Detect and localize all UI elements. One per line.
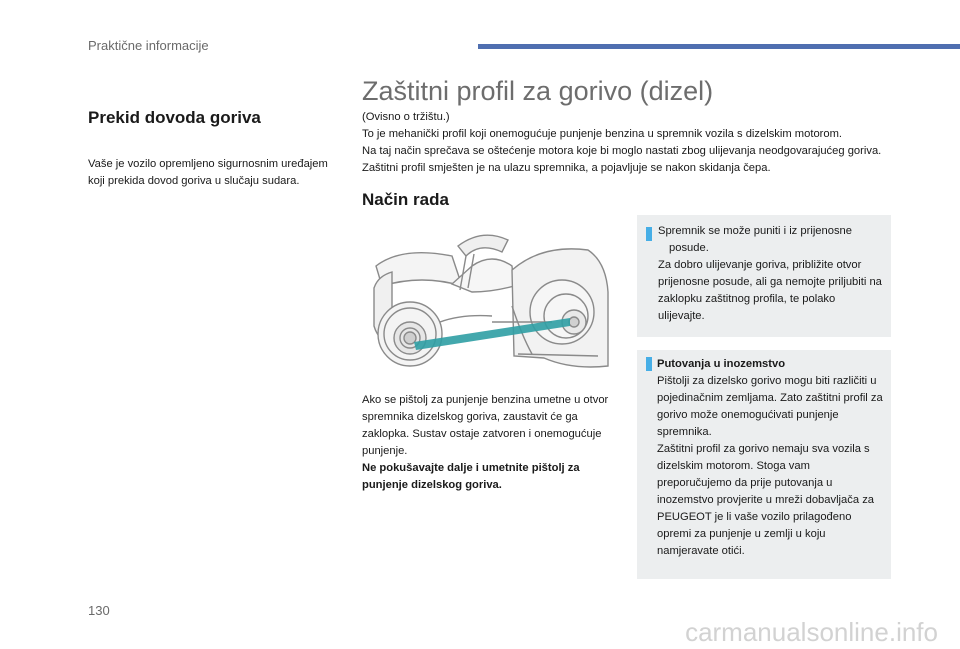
info-box-text: Zaštitni profil za gorivo nemaju sva vozila s dizelskim motorom. Stoga vam preporučujemo da prije putovanja u inozemstvo provjerite u mreži dobavljača za PEUGEOT je li vaše vozilo prilagođeno opremi za punjenje u zemlji u koju namjeravate otići. <box>657 443 875 557</box>
info-box-text: Za dobro ulijevanje goriva, približite otvor prijenosne posude, ali ga nemojte priljubiti na zaklopku zaštitnog profila, te polako ulijevajte. <box>658 259 882 322</box>
intro-line: Zaštitni profil smješten je na ulazu spremnika, a pojavljuje se nakon skidanja čepa. <box>362 162 771 174</box>
info-box-text: Pištolji za dizelsko gorivo mogu biti različiti u pojedinačnim zemljama. Zato zaštitni profil za gorivo može onemogućivati punjenje spremnika. <box>657 375 883 438</box>
header-accent-bar <box>478 44 960 49</box>
info-box-travel-abroad <box>637 350 891 579</box>
info-marker-icon <box>646 357 652 371</box>
intro-line: To je mehanički profil koji onemogućuje punjenje benzina u spremnik vozila s dizelskim motorom. <box>362 128 843 140</box>
operation-description: Ako se pištolj za punjenje benzina umetne u otvor spremnika dizelskog goriva, zaustavit će ga zaklopka. Sustav ostaje zatvoren i onemogućuje punjenje. <box>362 394 609 457</box>
page-number: 130 <box>88 603 110 618</box>
operation-warning: Ne pokušavajte dalje i umetnite pištolj za punjenje dizelskog goriva. <box>362 462 580 491</box>
intro-line: Na taj način sprečava se oštećenje motora koje bi moglo nastati zbog ulijevanja neodgovarajućeg goriva. <box>362 145 882 157</box>
info-box-line: posude. <box>669 242 709 254</box>
operation-text <box>362 392 612 494</box>
info-box-line: Spremnik se može puniti i iz prijenosne <box>658 225 853 237</box>
operation-heading: Način rada <box>362 190 449 209</box>
fuel-cutoff-heading: Prekid dovoda goriva <box>88 108 261 127</box>
watermark: carmanualsonline.info <box>685 617 938 647</box>
intro-text <box>362 109 902 177</box>
fuel-filler-drawing <box>362 226 614 376</box>
intro-line: (Ovisno o tržištu.) <box>362 111 450 123</box>
info-box-portable-container <box>637 215 891 337</box>
page-title: Zaštitni profil za gorivo (dizel) <box>362 76 714 106</box>
fuel-filler-illustration <box>362 226 614 376</box>
section-header: Praktične informacije <box>88 38 209 53</box>
info-marker-icon <box>646 227 652 241</box>
info-box-title: Putovanja u inozemstvo <box>657 358 786 370</box>
fuel-cutoff-paragraph: Vaše je vozilo opremljeno sigurnosnim uređajem koji prekida dovod goriva u slučaju sudara. <box>88 158 328 187</box>
